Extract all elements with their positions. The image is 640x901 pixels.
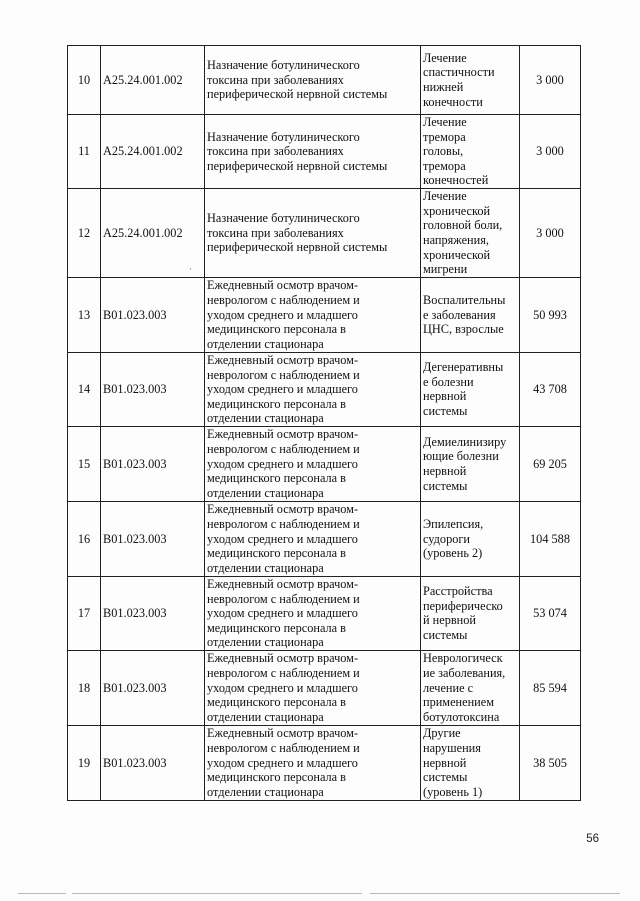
row-number: 19: [68, 725, 101, 800]
row-number: 15: [68, 426, 101, 501]
table-row: [68, 725, 581, 800]
row-number: 14: [68, 352, 101, 426]
table-row: [68, 188, 581, 277]
service-name: [205, 46, 421, 115]
scan-speck: [190, 268, 191, 270]
scan-edge-line: [72, 893, 362, 894]
condition-text: Расстройства периферическо й нервной системы: [423, 584, 503, 643]
price: 85 594: [520, 650, 581, 725]
table-row: [68, 46, 581, 115]
service-code: В01.023.003: [101, 277, 205, 352]
price: 104 588: [520, 501, 581, 576]
table-row: [68, 115, 581, 189]
scan-edge-line: [370, 893, 620, 894]
row-number: 10: [68, 46, 101, 115]
price: 50 993: [520, 277, 581, 352]
table-row: [68, 576, 581, 650]
condition: [421, 46, 520, 115]
service-code: В01.023.003: [101, 501, 205, 576]
table-row: [68, 426, 581, 501]
service-code: А25.24.001.002: [101, 46, 205, 115]
row-number: 11: [68, 115, 101, 189]
service-name: [205, 576, 421, 650]
row-number: 18: [68, 650, 101, 725]
service-name-text: Ежедневный осмотр врачом- неврологом с наблюдением и уходом среднего и младшего медицинского персонала в отделении стационара: [207, 576, 360, 650]
service-name-text: Ежедневный осмотр врачом- неврологом с наблюдением и уходом среднего и младшего медицинского персонала в отделении стационара: [207, 427, 360, 500]
table-row: [68, 650, 581, 725]
service-name: [205, 650, 421, 725]
service-name: [205, 188, 421, 277]
scan-edge-line: [18, 893, 66, 894]
condition: [421, 650, 520, 725]
table-row: [68, 501, 581, 576]
price: 3 000: [520, 115, 581, 189]
service-name-text: Ежедневный осмотр врачом- неврологом с наблюдением и уходом среднего и младшего медицинского персонала в отделении стационара: [207, 278, 360, 351]
service-code: А25.24.001.002: [101, 188, 205, 277]
condition: [421, 352, 520, 426]
service-name-text: Ежедневный осмотр врачом- неврологом с наблюдением и уходом среднего и младшего медицинского персонала в отделении стационара: [207, 502, 360, 575]
table-row: [68, 352, 581, 426]
condition: [421, 501, 520, 576]
condition-text: Неврологическ ие заболевания, лечение с применением ботулотоксина: [423, 651, 506, 724]
row-number: 16: [68, 501, 101, 576]
service-name: [205, 426, 421, 501]
service-name-text: Назначение ботулинического токсина при заболеваниях периферической нервной системы: [207, 58, 388, 102]
service-code: В01.023.003: [101, 650, 205, 725]
condition: [421, 426, 520, 501]
service-name-text: Ежедневный осмотр врачом- неврологом с наблюдением и уходом среднего и младшего медицинского персонала в отделении стационара: [207, 352, 360, 426]
service-name-text: Ежедневный осмотр врачом- неврологом с наблюдением и уходом среднего и младшего медицинского персонала в отделении стационара: [207, 726, 360, 799]
row-number: 13: [68, 277, 101, 352]
condition-text: Лечение спастичности нижней конечности: [423, 50, 495, 109]
service-code: В01.023.003: [101, 576, 205, 650]
price: 3 000: [520, 188, 581, 277]
service-name: [205, 352, 421, 426]
service-name: [205, 115, 421, 189]
service-code: В01.023.003: [101, 426, 205, 501]
price: 38 505: [520, 725, 581, 800]
price-table: [67, 45, 581, 801]
service-name: [205, 725, 421, 800]
table-row: [68, 277, 581, 352]
condition: [421, 576, 520, 650]
row-number: 17: [68, 576, 101, 650]
condition-text: Лечение тремора головы, тремора конечностей: [423, 115, 489, 188]
condition-text: Лечение хронической головной боли, напряжения, хронической мигрени: [423, 189, 503, 277]
condition: [421, 277, 520, 352]
service-code: В01.023.003: [101, 352, 205, 426]
condition-text: Эпилепсия, судороги (уровень 2): [423, 517, 484, 561]
condition-text: Воспалительны е заболевания ЦНС, взрослые: [423, 293, 506, 337]
service-name: [205, 501, 421, 576]
service-name-text: Назначение ботулинического токсина при заболеваниях периферической нервной системы: [207, 211, 388, 255]
price: 3 000: [520, 46, 581, 115]
condition: [421, 115, 520, 189]
service-code: А25.24.001.002: [101, 115, 205, 189]
service-name-text: Назначение ботулинического токсина при заболеваниях периферической нервной системы: [207, 129, 388, 173]
row-number: 12: [68, 188, 101, 277]
condition-text: Демиелинизиру ющие болезни нервной системы: [423, 434, 507, 493]
page-number: 56: [586, 833, 599, 845]
price: 69 205: [520, 426, 581, 501]
condition: [421, 188, 520, 277]
service-name: [205, 277, 421, 352]
condition-text: Дегенеративны е болезни нервной системы: [423, 360, 504, 419]
price: 53 074: [520, 576, 581, 650]
condition-text: Другие нарушения нервной системы (уровень 1): [423, 726, 483, 799]
price: 43 708: [520, 352, 581, 426]
service-name-text: Ежедневный осмотр врачом- неврологом с наблюдением и уходом среднего и младшего медицинского персонала в отделении стационара: [207, 651, 360, 724]
service-code: В01.023.003: [101, 725, 205, 800]
condition: [421, 725, 520, 800]
